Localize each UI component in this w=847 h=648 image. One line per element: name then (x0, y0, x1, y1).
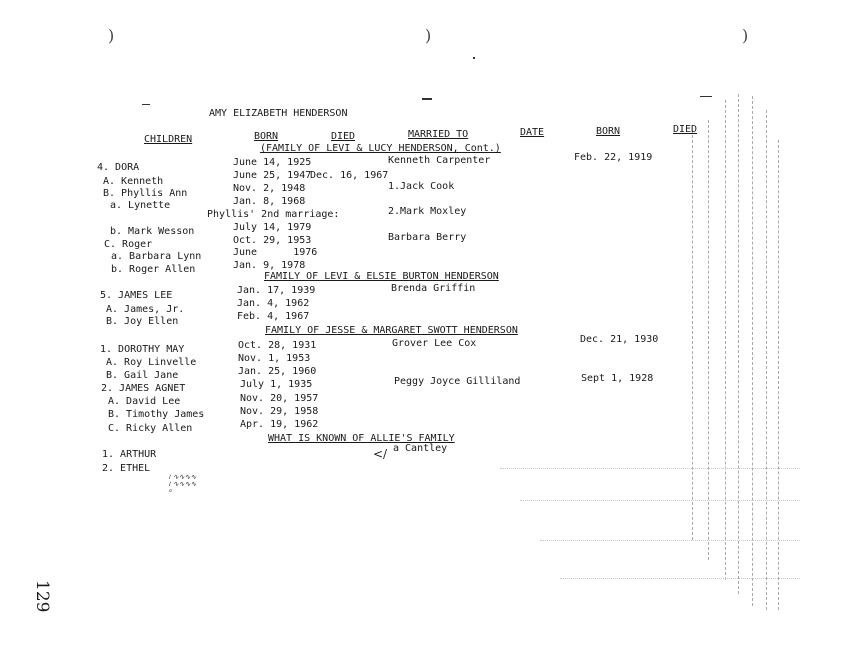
page-number: 129 (32, 580, 52, 613)
child-name: A. David Lee (108, 396, 181, 407)
header-date: DATE (520, 127, 545, 138)
born-date: Jan. 25, 1960 (238, 366, 317, 377)
born-date: July 1, 1935 (240, 379, 313, 390)
page-title: AMY ELIZABETH HENDERSON (209, 108, 348, 119)
child-name: b. Roger Allen (111, 264, 196, 275)
faint-rule (725, 100, 726, 580)
child-name: 2. ETHEL (102, 463, 151, 474)
spouse-name: Brenda Griffin (391, 283, 476, 294)
faint-rule (708, 120, 709, 560)
child-name: 1. ARTHUR (102, 449, 157, 460)
child-name: A. James, Jr. (106, 304, 185, 315)
born-date: Nov. 20, 1957 (240, 393, 319, 404)
stray-mark (700, 96, 712, 97)
faint-rule (752, 96, 753, 606)
faint-rule (520, 500, 800, 501)
spouse-name: a Cantley (393, 443, 448, 454)
faint-rule (766, 110, 767, 610)
child-name: B. Gail Jane (106, 370, 179, 381)
child-name: 5. JAMES LEE (100, 290, 173, 301)
pointer-mark: </ (373, 447, 388, 461)
child-name: 2. JAMES AGNET (101, 383, 186, 394)
faint-rule (560, 578, 800, 579)
child-name: 1. DOROTHY MAY (100, 344, 185, 355)
section-heading: (FAMILY OF LEVI & LUCY HENDERSON, Cont.) (260, 143, 501, 154)
section-heading: FAMILY OF JESSE & MARGARET SWOTT HENDERSON (265, 325, 518, 336)
child-name: b. Mark Wesson (110, 226, 195, 237)
child-name: a. Barbara Lynn (111, 251, 202, 262)
spouse-name: 1.Jack Cook (388, 181, 455, 192)
punch-hole-left: ) (108, 26, 115, 45)
spouse-name: Kenneth Carpenter (388, 155, 491, 166)
died-date: Dec. 16, 1967 (310, 170, 389, 181)
faint-rule (540, 540, 800, 541)
punch-hole-center: ) (425, 26, 432, 45)
spouse-born-date: Feb. 22, 1919 (574, 152, 653, 163)
punch-hole-right: ) (742, 26, 749, 45)
section-heading: FAMILY OF LEVI & ELSIE BURTON HENDERSON (264, 271, 499, 282)
child-name: a. Lynette (110, 200, 171, 211)
child-name: A. Kenneth (103, 176, 164, 187)
child-name: C. Roger (104, 239, 153, 250)
born-date: Jan. 4, 1962 (237, 298, 310, 309)
faint-rule (692, 130, 693, 540)
faint-rule (500, 468, 800, 469)
child-name: B. Joy Ellen (106, 316, 179, 327)
born-date: Jan. 9, 1978 (233, 260, 306, 271)
stray-dot (473, 57, 475, 59)
born-date: July 14, 1979 (233, 222, 312, 233)
stray-mark (422, 98, 432, 100)
born-date: June 14, 1925 (233, 157, 312, 168)
born-date: Feb. 4, 1967 (237, 311, 310, 322)
spouse-name: Grover Lee Cox (392, 338, 477, 349)
born-date: Jan. 17, 1939 (237, 285, 316, 296)
spouse-born-date: Dec. 21, 1930 (580, 334, 659, 345)
born-date: Oct. 28, 1931 (238, 340, 317, 351)
born-date: Nov. 29, 1958 (240, 406, 319, 417)
born-date: June 25, 1947 (233, 170, 312, 181)
child-name: A. Roy Linvelle (106, 357, 197, 368)
child-name: B. Phyllis Ann (103, 188, 188, 199)
header-born: BORN (254, 131, 279, 142)
faint-rule (738, 94, 739, 594)
handwritten-scribble: ≀ ∿∿∿∿ ≀ ∿∿∿∿ ⸰ (168, 473, 197, 495)
section-heading: WHAT IS KNOWN OF ALLIE'S FAMILY (268, 433, 455, 444)
born-date: Nov. 1, 1953 (238, 353, 311, 364)
header-children: CHILDREN (144, 134, 193, 145)
born-date: Nov. 2, 1948 (233, 183, 306, 194)
born-date: Apr. 19, 1962 (240, 419, 319, 430)
note-text: Phyllis' 2nd marriage: (207, 209, 340, 220)
header-spouse-born: BORN (596, 126, 621, 137)
spouse-name: Peggy Joyce Gilliland (394, 376, 521, 387)
spouse-born-date: Sept 1, 1928 (581, 373, 654, 384)
header-spouse-died: DIED (673, 124, 698, 135)
born-date: Jan. 8, 1968 (233, 196, 306, 207)
child-name: C. Ricky Allen (108, 423, 193, 434)
stray-mark (142, 104, 150, 105)
spouse-name: Barbara Berry (388, 232, 467, 243)
header-died: DIED (331, 131, 356, 142)
spouse-name: 2.Mark Moxley (388, 206, 467, 217)
child-name: 4. DORA (97, 162, 140, 173)
born-date: Oct. 29, 1953 (233, 235, 312, 246)
child-name: B. Timothy James (108, 409, 205, 420)
header-married-to: MARRIED TO (408, 129, 469, 140)
born-date: June 1976 (233, 247, 318, 258)
